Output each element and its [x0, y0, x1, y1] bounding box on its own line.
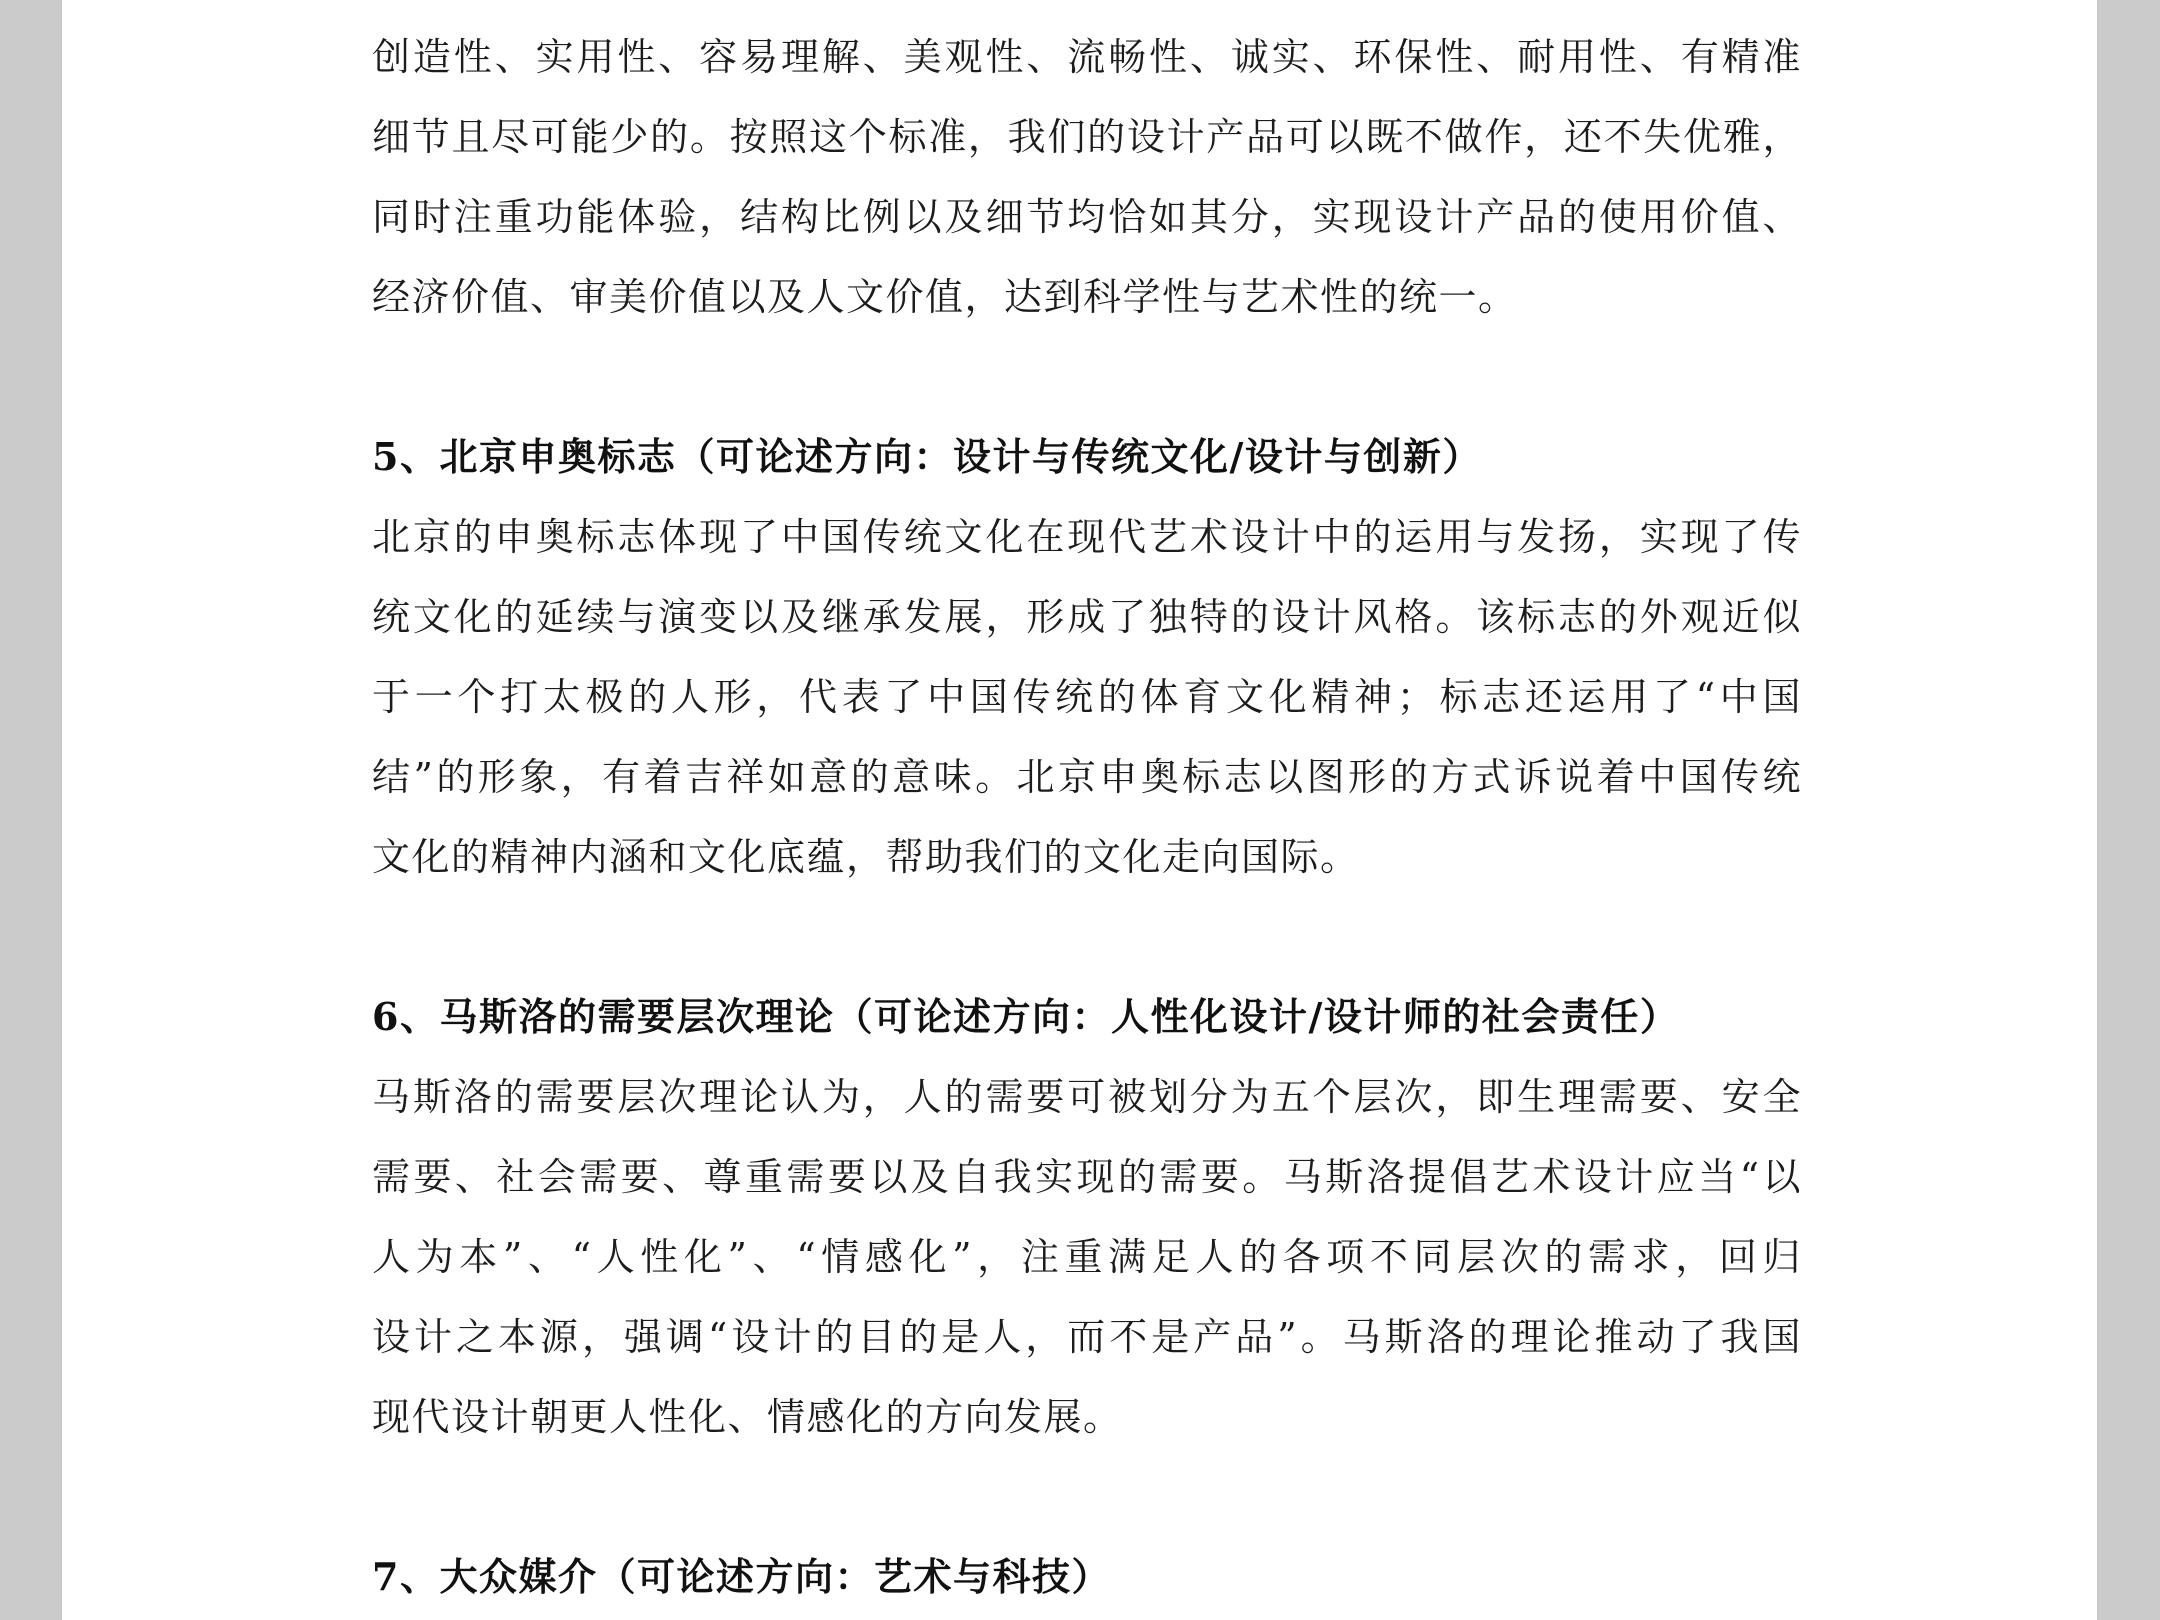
text-line: 马斯洛的需要层次理论认为，人的需要可被划分为五个层次，即生理需要、安全 — [372, 1075, 1802, 1119]
text-line: 北京的申奥标志体现了中国传统文化在现代艺术设计中的运用与发扬，实现了传 — [372, 515, 1802, 559]
section-7 — [372, 1537, 1802, 1617]
text-line: 同时注重功能体验，结构比例以及细节均恰如其分，实现设计产品的使用价值、 — [372, 195, 1802, 239]
text-line: 结”的形象，有着吉祥如意的意味。北京申奥标志以图形的方式诉说着中国传统 — [372, 755, 1802, 799]
text-line: 设计之本源，强调“设计的目的是人，而不是产品”。马斯洛的理论推动了我国 — [372, 1315, 1802, 1359]
text-line: 统文化的延续与演变以及继承发展，形成了独特的设计风格。该标志的外观近似 — [372, 595, 1802, 639]
text-line: 创造性、实用性、容易理解、美观性、流畅性、诚实、环保性、耐用性、有精准 — [372, 35, 1802, 79]
text-line: 细节且尽可能少的。按照这个标准，我们的设计产品可以既不做作，还不失优雅， — [372, 115, 1802, 159]
section-heading: 5、北京申奥标志（可论述方向：设计与传统文化/设计与创新） — [372, 434, 1482, 479]
text-line: 于一个打太极的人形，代表了中国传统的体育文化精神；标志还运用了“中国 — [372, 675, 1802, 719]
document-page — [62, 0, 2097, 1620]
text-line: 人为本”、“人性化”、“情感化”，注重满足人的各项不同层次的需求，回归 — [372, 1235, 1802, 1279]
section-body — [372, 1057, 1802, 1457]
section-body — [372, 497, 1802, 897]
text-line: 文化的精神内涵和文化底蕴，帮助我们的文化走向国际。 — [372, 835, 1360, 879]
text-line: 经济价值、审美价值以及人文价值，达到科学性与艺术性的统一。 — [372, 275, 1518, 319]
continued-paragraph — [372, 17, 1802, 337]
section-6 — [372, 977, 1802, 1457]
section-5 — [372, 417, 1802, 897]
text-line: 需要、社会需要、尊重需要以及自我实现的需要。马斯洛提倡艺术设计应当“以 — [372, 1155, 1802, 1199]
text-line: 现代设计朝更人性化、情感化的方向发展。 — [372, 1395, 1123, 1439]
page-content — [372, 17, 1802, 1617]
section-heading: 6、马斯洛的需要层次理论（可论述方向：人性化设计/设计师的社会责任） — [372, 994, 1680, 1039]
section-heading: 7、大众媒介（可论述方向：艺术与科技） — [372, 1554, 1111, 1599]
